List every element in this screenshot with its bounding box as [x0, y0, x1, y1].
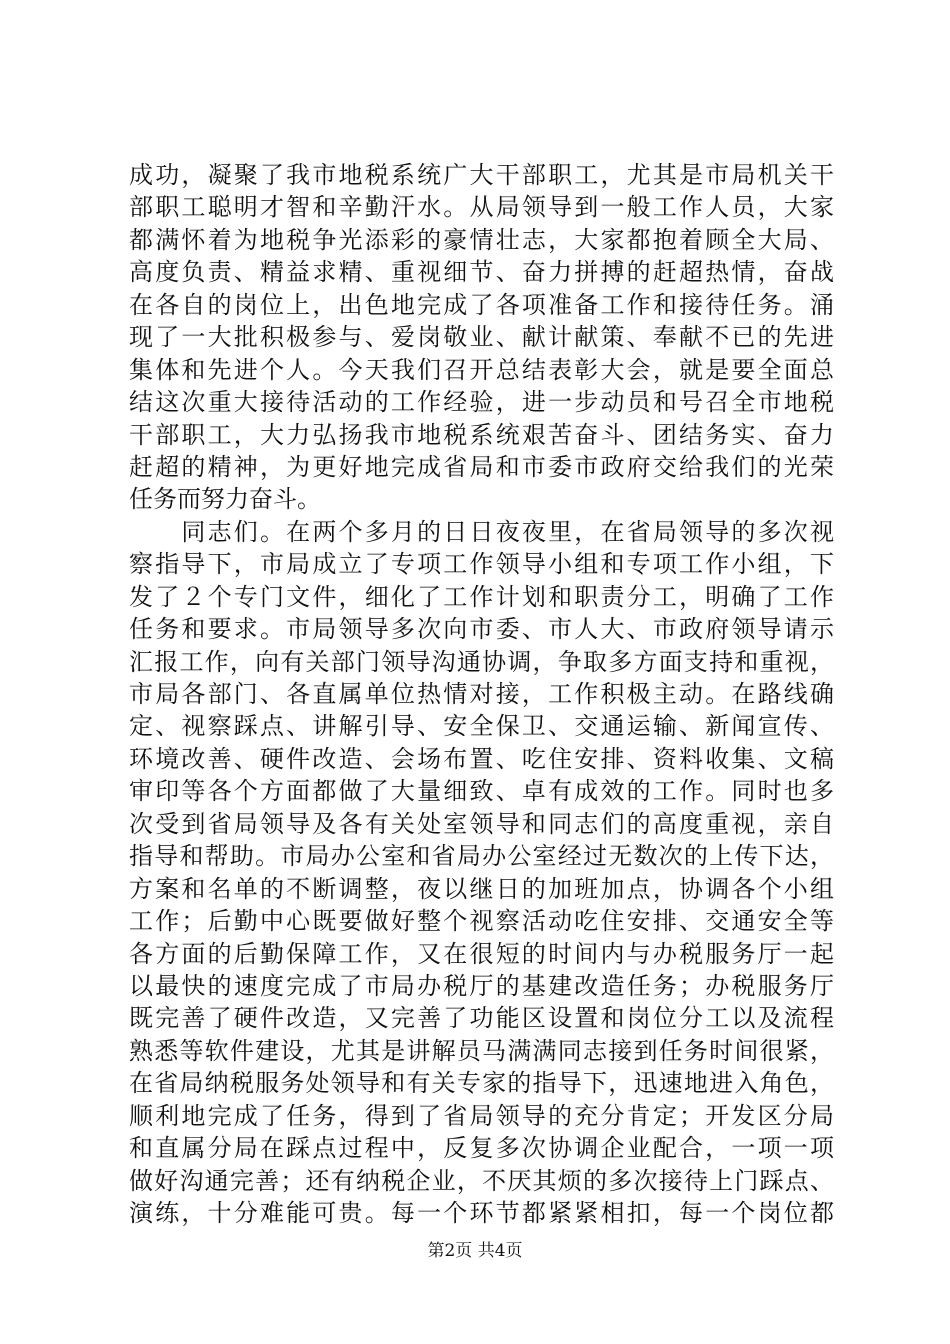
text-line: 察指导下，市局成立了专项工作领导小组和专项工作小组，下: [129, 550, 834, 579]
text-line: 部职工聪明才智和辛勤汗水。从局领导到一般工作人员，大家: [129, 193, 834, 222]
text-line: 任务而努力奋斗。: [129, 485, 321, 514]
text-line: 赶超的精神，为更好地完成省局和市委市政府交给我们的光荣: [129, 452, 834, 481]
text-line: 演练，十分难能可贵。每一个环节都紧紧相扣，每一个岗位都: [129, 1199, 834, 1227]
text-line: 在各自的岗位上，出色地完成了各项准备工作和接待任务。涌: [129, 290, 834, 319]
text-line: 熟悉等软件建设，尤其是讲解员马满满同志接到任务时间很紧，: [129, 1036, 834, 1065]
text-line: 指导和帮助。市局办公室和省局办公室经过无数次的上传下达，: [129, 842, 834, 871]
text-line: 现了一大批积极参与、爱岗敬业、献计献策、奉献不已的先进: [129, 323, 834, 352]
text-line: 各方面的后勤保障工作，又在很短的时间内与办税服务厅一起: [129, 939, 834, 968]
text-line: 做好沟通完善；还有纳税企业，不厌其烦的多次接待上门踩点、: [129, 1166, 834, 1195]
text-line: 和直属分局在踩点过程中，反复多次协调企业配合，一项一项: [129, 1134, 834, 1163]
text-line: 高度负责、精益求精、重视细节、奋力拼搏的赶超热情，奋战: [129, 258, 834, 287]
text-line: 既完善了硬件改造，又完善了功能区设置和岗位分工以及流程: [129, 1004, 834, 1033]
text-line: 工作；后勤中心既要做好整个视察活动吃住安排、交通安全等: [129, 907, 834, 936]
text-line: 方案和名单的不断调整，夜以继日的加班加点，协调各个小组: [129, 874, 834, 903]
text-line: 市局各部门、各直属单位热情对接，工作积极主动。在路线确: [129, 680, 834, 708]
text-line: 定、视察踩点、讲解引导、安全保卫、交通运输、新闻宣传、: [129, 712, 834, 741]
text-line: 都满怀着为地税争光添彩的豪情壮志，大家都抱着顾全大局、: [129, 225, 834, 254]
text-line: 顺利地完成了任务，得到了省局领导的充分肯定；开发区分局: [129, 1101, 834, 1130]
text-line: 汇报工作，向有关部门领导沟通协调，争取多方面支持和重视，: [129, 647, 834, 676]
text-line: 干部职工，大力弘扬我市地税系统艰苦奋斗、团结务实、奋力: [129, 420, 834, 449]
text-line: 集体和先进个人。今天我们召开总结表彰大会，就是要全面总: [129, 355, 834, 384]
text-line: 审印等各个方面都做了大量细致、卓有成效的工作。同时也多: [129, 777, 834, 806]
page-footer: 第2页 共4页: [427, 1241, 523, 1261]
text-line: 任务和要求。市局领导多次向市委、市人大、市政府领导请示: [129, 615, 834, 644]
text-line: 结这次重大接待活动的工作经验，进一步动员和号召全市地税: [129, 388, 834, 417]
body-text: [129, 159, 834, 1229]
text-line: 发了２个专门文件，细化了工作计划和职责分工，明确了工作: [129, 582, 834, 611]
text-line: 同志们。在两个多月的日日夜夜里，在省局领导的多次视: [129, 517, 834, 546]
text-line: 环境改善、硬件改造、会场布置、吃住安排、资料收集、文稿: [129, 744, 834, 773]
text-line: 成功，凝聚了我市地税系统广大干部职工，尤其是市局机关干: [129, 161, 834, 189]
text-line: 在省局纳税服务处领导和有关专家的指导下，迅速地进入角色，: [129, 1069, 834, 1098]
text-line: 以最快的速度完成了市局办税厅的基建改造任务；办税服务厅: [129, 971, 834, 1000]
text-line: 次受到省局领导及各有关处室领导和同志们的高度重视，亲自: [129, 809, 834, 838]
